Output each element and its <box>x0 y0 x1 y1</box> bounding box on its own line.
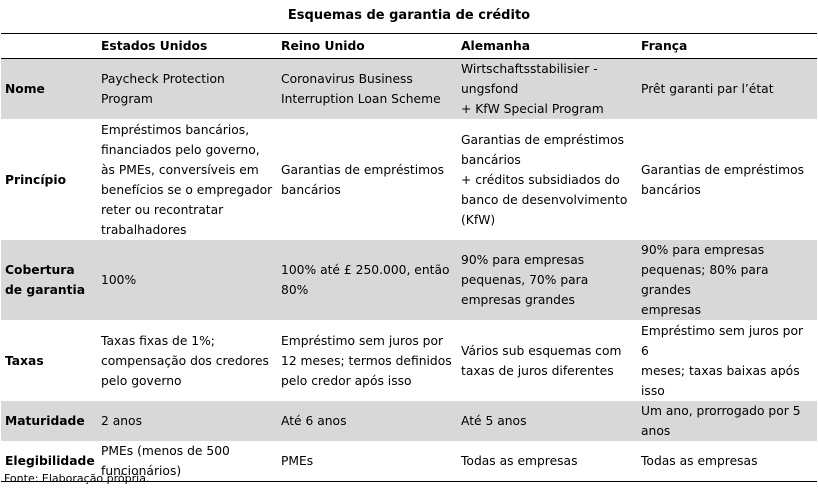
table-cell: 2 anos <box>97 401 277 441</box>
header-alemanha: Alemanha <box>457 34 637 59</box>
table-cell: PMEs (menos de 500 funcionários) <box>97 441 277 482</box>
table-row-maturidade <box>1 401 817 441</box>
credit-guarantee-table <box>1 33 817 482</box>
table-cell: Wirtschaftsstabilisier - ungsfond + KfW Special Program <box>457 59 637 120</box>
table-cell: 90% para empresas pequenas; 80% para grandes empresas <box>637 240 817 320</box>
header-reino-unido: Reino Unido <box>277 34 457 59</box>
header-estados-unidos: Estados Unidos <box>97 34 277 59</box>
table-cell: PMEs <box>277 441 457 482</box>
table-cell: Paycheck Protection Program <box>97 59 277 120</box>
table-cell: Garantias de empréstimos bancários + créditos subsidiados do banco de desenvolvimento (KfW) <box>461 132 628 227</box>
table-cell: Empréstimo sem juros por 6 meses; taxas baixas após isso <box>641 323 804 398</box>
header-row <box>1 34 817 59</box>
table-cell: 90% para empresas pequenas, 70% para empresas grandes <box>457 240 637 320</box>
table-title: Esquemas de garantia de crédito <box>287 8 531 23</box>
table-cell: Coronavirus Business Interruption Loan Scheme <box>277 59 457 120</box>
header-corner <box>1 34 97 59</box>
table-row-principio <box>1 119 817 240</box>
table-cell: Empréstimos bancários, financiados pelo governo, às PMEs, conversíveis em benefícios se o empregador reter ou recontratar trabalhadores <box>101 122 273 237</box>
table-cell: Garantias de empréstimos bancários <box>281 162 445 197</box>
row-label: Taxas <box>5 353 44 368</box>
table-row-taxas <box>1 320 817 401</box>
table-cell: Até 6 anos <box>277 401 457 441</box>
row-label: Nome <box>1 59 97 120</box>
table-cell: Todas as empresas <box>637 441 817 482</box>
source-note: Fonte: Elaboração própria. <box>4 472 150 485</box>
row-label: Cobertura de garantia <box>1 240 97 320</box>
table-cell: Todas as empresas <box>457 441 637 482</box>
table-row-cobertura <box>1 240 817 320</box>
table-cell: Até 5 anos <box>457 401 637 441</box>
row-label: Elegibilidade <box>1 441 97 482</box>
table-cell: Empréstimo sem juros por 12 meses; termos definidos pelo credor após isso <box>281 333 452 388</box>
table-cell: Garantias de empréstimos bancários <box>641 162 805 197</box>
header-franca: França <box>637 34 817 59</box>
table-row-nome <box>1 59 817 120</box>
table-cell: Um ano, prorrogado por 5 anos <box>637 401 817 441</box>
table-cell: 100% <box>97 240 277 320</box>
table-cell: Taxas fixas de 1%; compensação dos credores pelo governo <box>101 333 269 388</box>
row-label: Maturidade <box>1 401 97 441</box>
table-cell: 100% até £ 250.000, então 80% <box>277 240 457 320</box>
table-cell: Prêt garanti par l’état <box>637 59 817 120</box>
row-label: Princípio <box>5 172 67 187</box>
table-cell: Vários sub esquemas com taxas de juros diferentes <box>461 343 622 378</box>
